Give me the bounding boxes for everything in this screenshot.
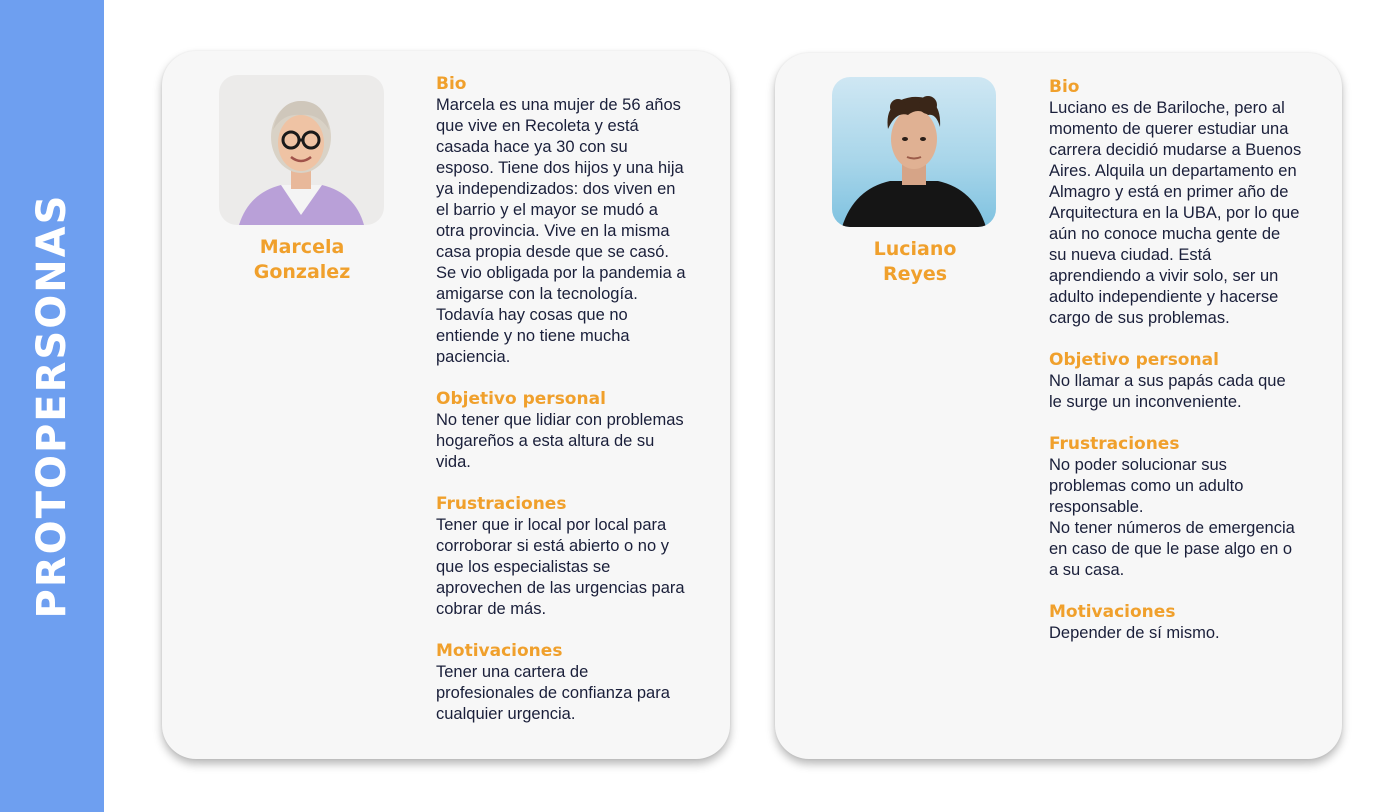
goal-heading: Objetivo personal — [436, 389, 606, 409]
persona-last-name: Gonzalez — [253, 261, 351, 283]
frustrations-section — [436, 494, 716, 620]
bio-section — [1049, 77, 1333, 329]
motivations-section — [436, 641, 716, 725]
persona-last-name: Reyes — [882, 263, 948, 285]
page-title: PROTOPERSONAS — [29, 193, 75, 619]
bio-text: Marcela es una mujer de 56 años que vive en Recoleta y está casada hace ya 30 con su esposo. Tiene dos hijos y una hija ya independizados: dos viven en el barrio y el mayor se mudó a otra provincia. Vive en la misma casa propia desde que se casó. Se vio obligada por la pandemia a amigarse con la tecnología. Todavía hay cosas que no entiende y no tiene mucha paciencia. — [436, 96, 686, 366]
bio-text: Luciano es de Bariloche, pero al momento de querer estudiar una carrera decidió mudarse a Buenos Aires. Alquila un departamento en Almagro y está en primer año de Arquitectura en la UBA, por lo que aún no conoce mucha gente de su nueva ciudad. Está aprendiendo a vivir solo, ser un adulto independiente y hacerse cargo de sus problemas. — [1049, 99, 1302, 327]
motivations-text: Tener una cartera de profesionales de confianza para cualquier urgencia. — [436, 663, 670, 723]
persona-details — [1049, 77, 1333, 665]
persona-card-marcela — [162, 51, 730, 759]
frustrations-section — [1049, 434, 1333, 581]
bio-section — [436, 74, 716, 368]
persona-details — [436, 74, 716, 746]
frustrations-text: Tener que ir local por local para corroborar si está abierto o no y que los especialistas se aprovechen de las urgencias para cobrar de más. — [436, 516, 685, 618]
persona-photo-marcela — [219, 75, 384, 225]
goal-section — [436, 389, 716, 473]
motivations-heading: Motivaciones — [1049, 602, 1176, 622]
persona-photo-luciano — [832, 77, 996, 227]
bio-heading: Bio — [436, 74, 467, 94]
persona-card-luciano — [775, 53, 1342, 759]
portrait-woman-icon — [219, 75, 384, 225]
motivations-section — [1049, 602, 1333, 644]
sidebar-banner — [0, 0, 104, 812]
goal-section — [1049, 350, 1333, 413]
motivations-heading: Motivaciones — [436, 641, 563, 661]
bio-heading: Bio — [1049, 77, 1080, 97]
frustrations-heading: Frustraciones — [1049, 434, 1180, 454]
frustrations-heading: Frustraciones — [436, 494, 567, 514]
goal-text: No tener que lidiar con problemas hogareños a esta altura de su vida. — [436, 411, 684, 471]
portrait-man-icon — [832, 77, 996, 227]
persona-first-name: Luciano — [873, 238, 957, 260]
persona-name — [202, 235, 402, 285]
persona-first-name: Marcela — [259, 236, 345, 258]
persona-name — [815, 237, 1015, 287]
goal-text: No llamar a sus papás cada que le surge un inconveniente. — [1049, 372, 1286, 411]
motivations-text: Depender de sí mismo. — [1049, 624, 1220, 642]
frustrations-text: No poder solucionar sus problemas como un adulto responsable. No tener números de emergencia en caso de que le pase algo en o a su casa. — [1049, 456, 1295, 579]
goal-heading: Objetivo personal — [1049, 350, 1219, 370]
